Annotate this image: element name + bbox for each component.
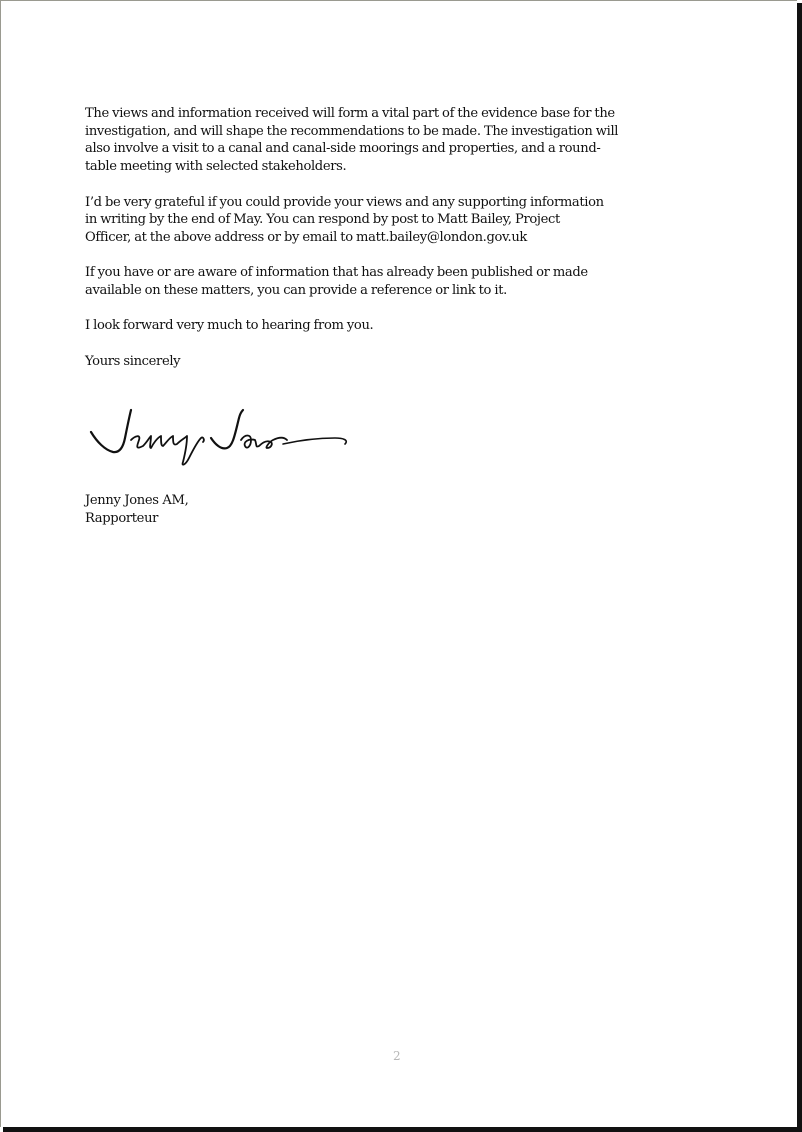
paragraph-closing: I look forward very much to hearing from you. xyxy=(85,318,374,334)
page-shadow-right xyxy=(797,3,802,1132)
paragraph-evidence: The views and information received will form a vital part of the evidence base for the investigation, and will shape the recommendations to be made. The investigation will also involve a visit to a canal and canal-side moorings and properties, and a round- table meeting with selected stakeholders. xyxy=(85,106,619,175)
page-number: 2 xyxy=(393,1049,401,1063)
handwritten-signature xyxy=(87,404,351,472)
paragraph-response-request: I’d be very grateful if you could provide your views and any supporting information in writing by the end of May. You can respond by post to Matt Bailey, Project Officer, at the above address or by email to matt.bailey@london.gov.uk xyxy=(85,194,604,245)
signer-title: Rapporteur xyxy=(85,510,159,526)
page-shadow-bottom xyxy=(3,1127,802,1132)
signer-block xyxy=(85,492,188,527)
salutation: Yours sincerely xyxy=(85,353,181,369)
letter-body xyxy=(85,105,665,388)
paragraph-published-info: If you have or are aware of information that has already been published or made available on these matters, you can provide a reference or link to it. xyxy=(85,265,588,298)
signer-name: Jenny Jones AM, xyxy=(85,493,189,508)
